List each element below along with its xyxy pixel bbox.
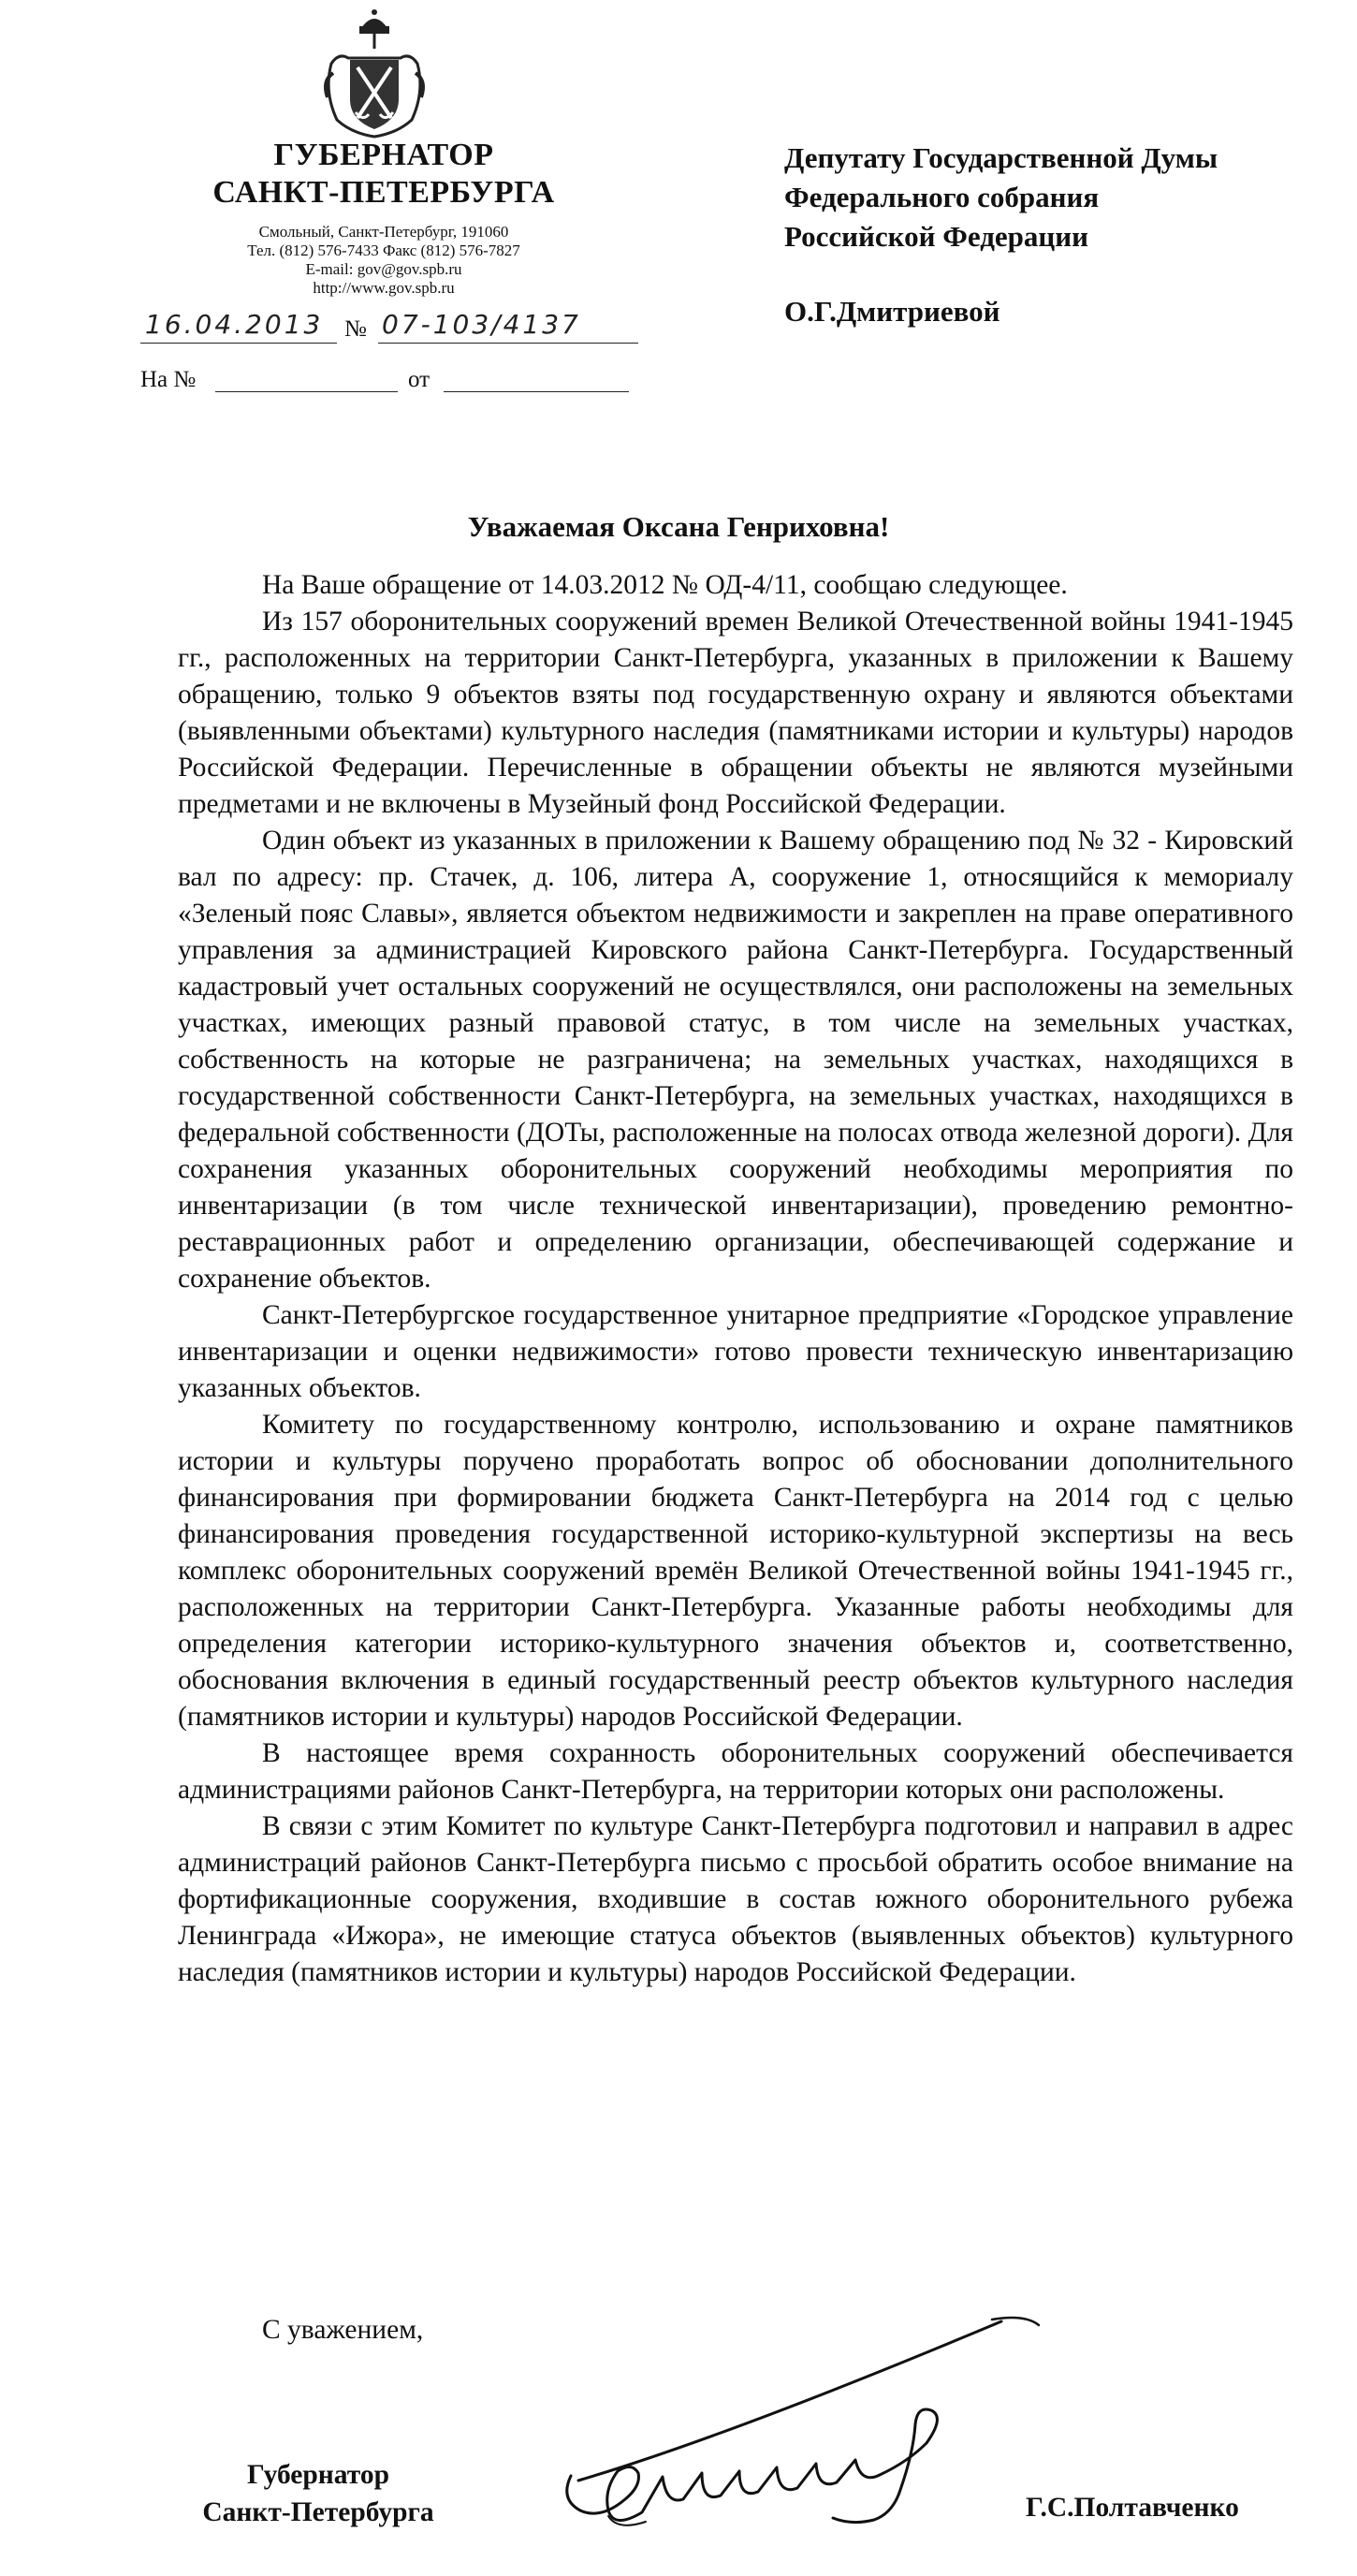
registration-number-underline: [378, 343, 638, 344]
registration-date: 16.04.2013: [145, 309, 324, 340]
letter-paragraph: На Ваше обращение от 14.03.2012 № ОД-4/11, сообщаю следующее.: [262, 570, 1068, 600]
addressee-block: [784, 139, 1308, 331]
letter-paragraph: Из 157 оборонительных сооружений времен Великой Отечественной войны 1941-1945 гг., расположенных на территории Санкт-Петербурга, указанных в приложении к Вашему обращению, только 9 объектов взяты под государственную охрану и являются объектами (выявленными объектами) культурного наследия (памятниками истории и культуры) народов Российской Федерации. Перечисленные в обращении объекты не являются музейными предметами и не включены в Музейный фонд Российской Федерации.: [178, 607, 1293, 819]
sender-website: http://www.gov.spb.ru: [313, 279, 455, 297]
letter-paragraph: В связи с этим Комитет по культуре Санкт-Петербурга подготовил и направил в адрес администраций районов Санкт-Петербурга письмо с просьбой обратить особое внимание на фортификационные сооружения, входившие в состав южного оборонительного рубежа Ленинграда «Ижора», не имеющие статуса объектов (выявленных объектов) культурного наследия (памятников истории и культуры) народов Российской Федерации.: [178, 1811, 1293, 1987]
saint-petersburg-coat-of-arms-emblem: [318, 7, 430, 139]
addressee-line3: Российской Федерации: [784, 220, 1088, 253]
sender-title-line2: САНКТ-ПЕТЕРБУРГА: [212, 175, 555, 210]
registration-number: 07-103/4137: [382, 309, 581, 340]
addressee-line1: Депутату Государственной Думы: [784, 141, 1218, 174]
signatory-position-line1: Губернатор: [246, 2460, 390, 2490]
letter-paragraph: Один объект из указанных в приложении к Вашему обращению под № 32 - Кировский вал по адресу: пр. Стачек, д. 106, литера А, сооружение 1, относящийся к мемориалу «Зеленый пояс Славы», является объектом недвижимости и закреплен на праве оперативного управления за администрацией Кировского района Санкт-Петербурга. Государственный кадастровый учет остальных сооружений не осуществлялся, они расположены на земельных участках, имеющих разный правовой статус, в том числе на земельных участках, собственность на которые не разграничена; на земельных участках, находящихся в государственной собственности Санкт-Петербурга, на земельных участках, находящихся в федеральной собственности (ДОТы, расположенные на полосах отвода железной дороги). Для сохранения указанных оборонительных сооружений необходимы мероприятия по инвентаризации (в том числе технической инвентаризации), проведению ремонтно-реставрационных работ и определению организации, обеспечивающей содержание и сохранение объектов.: [178, 826, 1293, 1294]
closing-phrase: С уважением,: [262, 2315, 424, 2345]
sender-email: E-mail: gov@gov.spb.ru: [305, 260, 462, 278]
letter-paragraph: Комитету по государственному контролю, использованию и охране памятников истории и культуры поручено проработать вопрос об обосновании дополнительного финансирования при формировании бюджета Санкт-Петербурга на 2014 год с целью финансирования проведения государственной историко-культурной экспертизы на весь комплекс оборонительных сооружений времён Великой Отечественной войны 1941-1945 гг., расположенных на территории Санкт-Петербурга. Указанные работы необходимы для определения категории историко-культурного значения объектов и, соответственно, обоснования включения в единый государственный реестр объектов культурного наследия (памятников истории и культуры) народов Российской Федерации.: [178, 1410, 1293, 1732]
letter-body: [178, 567, 1293, 1991]
signatory-position-line2: Санкт-Петербурга: [202, 2497, 434, 2527]
handwritten-signature: [552, 2312, 1048, 2555]
registration-number-label: №: [344, 316, 367, 342]
signatory-position: [178, 2456, 459, 2531]
sender-address: Смольный, Санкт-Петербург, 191060: [258, 223, 509, 241]
greeting: Уважаемая Оксана Генриховна!: [467, 510, 890, 543]
signatory-name: Г.С.Полтавченко: [1026, 2493, 1239, 2523]
letter-paragraph: Санкт-Петербургское государственное унитарное предприятие «Городское управление инвентаризации и оценки недвижимости» готово провести техническую инвентаризацию указанных объектов.: [178, 1300, 1293, 1403]
addressee-name: О.Г.Дмитриевой: [784, 295, 1000, 328]
letter-paragraph: В настоящее время сохранность оборонительных сооружений обеспечивается администрациями районов Санкт-Петербурга, на территории которых они расположены.: [178, 1738, 1293, 1805]
sender-title-line1: ГУБЕРНАТОР: [273, 138, 494, 172]
registration-date-underline: [140, 343, 337, 344]
reference-number-underline: [215, 391, 398, 392]
reference-from-underline: [444, 391, 629, 392]
reference-number-label: На №: [140, 367, 197, 392]
sender-block: [140, 137, 627, 298]
reference-from-label: от: [408, 367, 430, 392]
sender-phones: Тел. (812) 576-7433 Факс (812) 576-7827: [247, 242, 520, 259]
addressee-line2: Федерального собрания: [784, 181, 1100, 213]
